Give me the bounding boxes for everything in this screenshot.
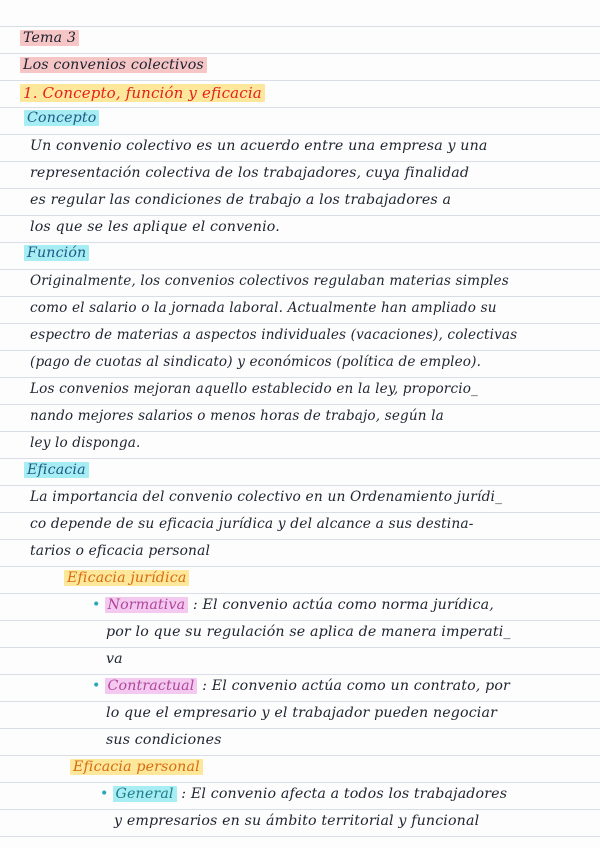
normativa-term: Normativa: [105, 597, 189, 613]
funcion-line-7: ley lo disponga.: [30, 435, 141, 451]
funcion-line-2: como el salario o la jornada laboral. Actualmente han ampliado su: [30, 300, 497, 316]
subject-title: [20, 57, 207, 73]
eficacia-personal-heading-text: Eficacia personal: [70, 759, 203, 775]
contractual-item: [92, 678, 510, 694]
contractual-line-2: lo que el empresario y el trabajador pueden negociar: [106, 705, 498, 721]
general-line-2: y empresarios en su ámbito territorial y funcional: [114, 813, 480, 829]
normativa-line-3: va: [106, 651, 123, 667]
concepto-heading-text: Concepto: [24, 110, 99, 126]
normativa-item: [92, 597, 494, 613]
general-item: [100, 786, 507, 802]
general-term: General: [113, 786, 177, 802]
general-line-1: : El convenio afecta a todos los trabajadores: [181, 786, 508, 802]
funcion-line-5: Los convenios mejoran aquello establecido en la ley, proporcio_: [30, 381, 478, 397]
eficacia-juridica-heading: [64, 570, 189, 586]
eficacia-heading-text: Eficacia: [24, 462, 89, 478]
concepto-line-1: Un convenio colectivo es un acuerdo entre una empresa y una: [30, 138, 488, 154]
eficacia-line-1: La importancia del convenio colectivo en un Ordenamiento jurídi_: [30, 489, 503, 505]
funcion-line-6: nando mejores salarios o menos horas de trabajo, según la: [30, 408, 444, 424]
subject-text: Los convenios colectivos: [20, 57, 207, 73]
concepto-line-2: representación colectiva de los trabajadores, cuya finalidad: [30, 165, 470, 181]
funcion-heading: [24, 245, 89, 261]
topic-label: [20, 30, 79, 46]
bullet-icon: •: [92, 678, 101, 694]
bullet-icon: •: [92, 597, 101, 613]
eficacia-line-3: tarios o eficacia personal: [30, 543, 211, 559]
contractual-term: Contractual: [105, 678, 198, 694]
normativa-line-1: : El convenio actúa como norma jurídica,: [192, 597, 494, 613]
section-title: [20, 84, 265, 102]
funcion-line-4: (pago de cuotas al sindicato) y económicos (política de empleo).: [30, 354, 482, 370]
eficacia-personal-heading: [70, 759, 203, 775]
eficacia-heading: [24, 462, 89, 478]
concepto-line-4: los que se les aplique el convenio.: [30, 219, 280, 235]
concepto-heading: [24, 110, 99, 126]
contractual-line-3: sus condiciones: [106, 732, 222, 748]
eficacia-juridica-heading-text: Eficacia jurídica: [64, 570, 189, 586]
bullet-icon: •: [100, 786, 109, 802]
concepto-line-3: es regular las condiciones de trabajo a los trabajadores a: [30, 192, 452, 208]
funcion-line-3: espectro de materias a aspectos individuales (vacaciones), colectivas: [30, 327, 518, 343]
section-title-text: 1. Concepto, función y eficacia: [20, 84, 265, 102]
funcion-heading-text: Función: [24, 245, 89, 261]
normativa-line-2: por lo que su regulación se aplica de manera imperati_: [106, 624, 511, 640]
funcion-line-1: Originalmente, los convenios colectivos regulaban materias simples: [30, 273, 509, 289]
contractual-line-1: : El convenio actúa como un contrato, por: [202, 678, 510, 694]
topic-text: Tema 3: [20, 30, 79, 46]
eficacia-line-2: co depende de su eficacia jurídica y del alcance a sus destina-: [30, 516, 474, 532]
